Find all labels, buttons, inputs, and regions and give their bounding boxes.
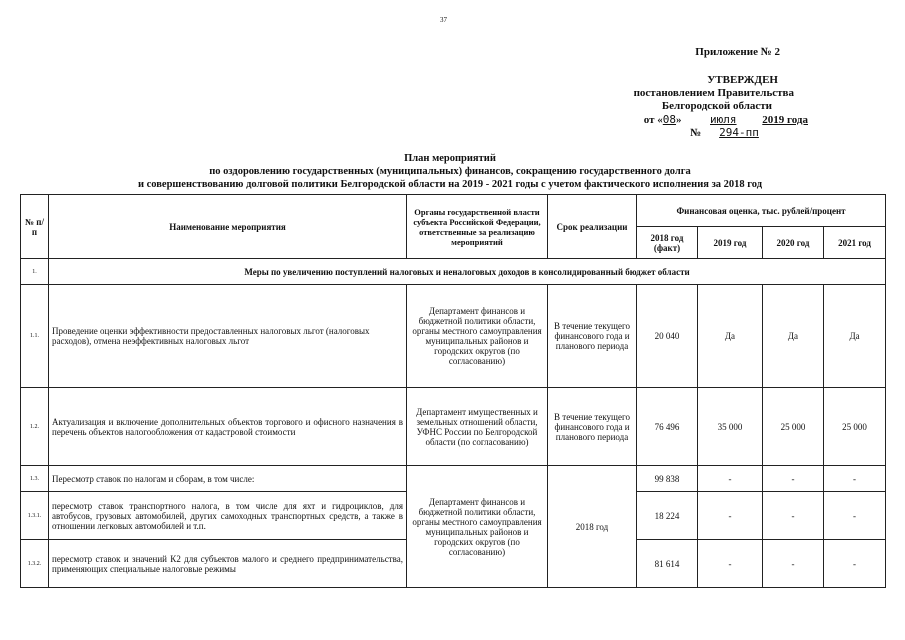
- section-row: [21, 259, 886, 285]
- row-2020: 25 000: [763, 388, 824, 466]
- approval-number: [690, 126, 774, 140]
- number-value: 294-пп: [719, 126, 759, 139]
- row-num: 1.1.: [21, 285, 49, 388]
- row-num: 1.3.: [21, 466, 49, 492]
- row-2019: 35 000: [698, 388, 763, 466]
- date-year: 2019 года: [762, 114, 808, 126]
- date-month: июля: [710, 113, 737, 126]
- header-org: Органы государственной власти субъекта Российской Федерации, ответственные за реализацию мероприятий: [407, 195, 548, 259]
- header-finance: Финансовая оценка, тыс. рублей/процент: [637, 195, 886, 227]
- measures-table: [20, 194, 886, 588]
- table-row: [21, 466, 886, 492]
- row-name: Проведение оценки эффективности предоставленных налоговых льгот (налоговых расходов), отмена неэффективных налоговых льгот: [49, 285, 407, 388]
- section-title: Меры по увеличению поступлений налоговых и неналоговых доходов в консолидированный бюджет области: [49, 259, 886, 285]
- row-num: 1.3.1.: [21, 492, 49, 540]
- header-2021: 2021 год: [824, 227, 886, 259]
- row-2020: -: [763, 466, 824, 492]
- row-2021: -: [824, 492, 886, 540]
- row-org: Департамент имущественных и земельных отношений области, УФНС России по Белгородской области (по согласованию): [407, 388, 548, 466]
- header-num: № п/п: [21, 195, 49, 259]
- row-name: пересмотр ставок и значений К2 для субъектов малого и среднего предпринимательства, применяющих специальные налоговые режимы: [49, 540, 407, 588]
- document-title: [100, 152, 800, 191]
- row-2020: -: [763, 540, 824, 588]
- row-2018: 99 838: [637, 466, 698, 492]
- row-term: В течение текущего финансового года и планового периода: [548, 388, 637, 466]
- approval-date: [644, 113, 808, 127]
- header-2020: 2020 год: [763, 227, 824, 259]
- title-line-2: по оздоровлению государственных (муниципальных) финансов, сокращению государственного долга: [209, 166, 691, 177]
- row-name: пересмотр ставок транспортного налога, в том числе для яхт и гидроциклов, для автобусов, грузовых автомобилей, других самоходных транспортных средств, а также в отношении легковых автомобилей и т.п.: [49, 492, 407, 540]
- date-prefix: от «: [643, 114, 663, 126]
- row-name: Актуализация и включение дополнительных объектов торгового и офисного назначения в перечень объектов налогообложения от кадастровой стоимости: [49, 388, 407, 466]
- row-2021: 25 000: [824, 388, 886, 466]
- row-term: В течение текущего финансового года и планового периода: [548, 285, 637, 388]
- row-2018: 76 496: [637, 388, 698, 466]
- title-line-1: План мероприятий: [404, 153, 496, 164]
- group-term: 2018 год: [548, 466, 637, 588]
- header-term: Срок реализации: [548, 195, 637, 259]
- approval-line-1: постановлением Правительства: [633, 87, 794, 99]
- row-2019: -: [698, 492, 763, 540]
- header-2019: 2019 год: [698, 227, 763, 259]
- approval-line-2: Белгородской области: [661, 100, 772, 112]
- table-row: [21, 285, 886, 388]
- row-2018: 20 040: [637, 285, 698, 388]
- row-name: Пересмотр ставок по налогам и сборам, в том числе:: [49, 466, 407, 492]
- table-row: [21, 388, 886, 466]
- row-2021: -: [824, 540, 886, 588]
- row-num: 1.2.: [21, 388, 49, 466]
- date-day: 08: [662, 113, 677, 126]
- row-2019: -: [698, 540, 763, 588]
- row-org: Департамент финансов и бюджетной политики области, органы местного самоуправления муниципальных районов и городских округов (по согласованию): [407, 285, 548, 388]
- date-mid: »: [676, 114, 682, 126]
- header-name: Наименование мероприятия: [49, 195, 407, 259]
- row-2018: 18 224: [637, 492, 698, 540]
- number-prefix: №: [690, 127, 702, 139]
- row-2020: Да: [763, 285, 824, 388]
- row-num: 1.3.2.: [21, 540, 49, 588]
- row-2021: -: [824, 466, 886, 492]
- group-org: Департамент финансов и бюджетной политики области, органы местного самоуправления муниципальных районов и городских округов (по согласованию): [407, 466, 548, 588]
- title-line-3: и совершенствованию долговой политики Белгородской области на 2019 - 2021 годы с учетом фактического исполнения за 2018 год: [137, 179, 763, 190]
- row-2021: Да: [824, 285, 886, 388]
- appendix-label: Приложение № 2: [695, 46, 780, 58]
- row-2018: 81 614: [637, 540, 698, 588]
- page-number: 37: [440, 16, 447, 24]
- header-2018: 2018 год (факт): [637, 227, 698, 259]
- row-2019: Да: [698, 285, 763, 388]
- section-num: 1.: [21, 259, 49, 285]
- row-2019: -: [698, 466, 763, 492]
- row-2020: -: [763, 492, 824, 540]
- approved-label: УТВЕРЖДЕН: [707, 74, 778, 86]
